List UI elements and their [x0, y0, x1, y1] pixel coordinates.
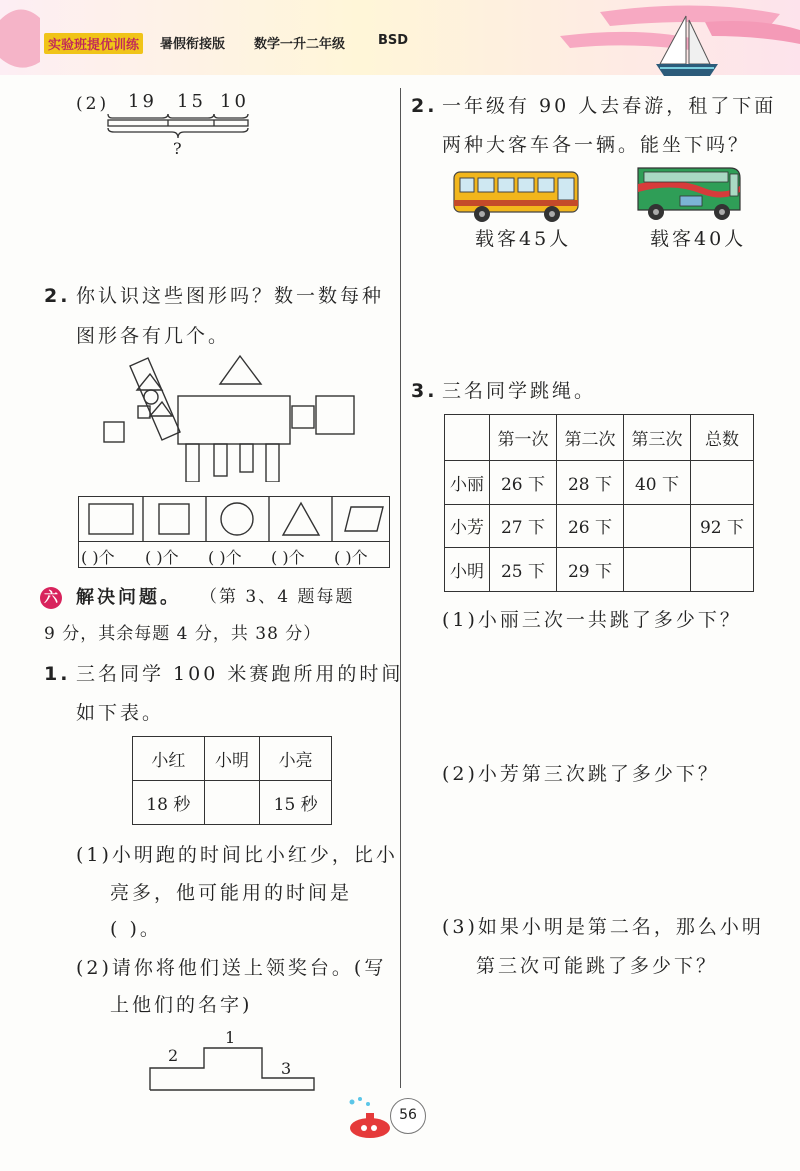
race-header-xiaohong: 小红: [133, 737, 205, 781]
section-title: 解决问题。: [76, 587, 181, 608]
segment-unknown: ?: [173, 139, 185, 158]
shape-count-table: [78, 496, 390, 568]
question-1-sub1-line2: 亮多，他可能用的时间是: [110, 882, 353, 904]
podium-first: 1: [225, 1028, 239, 1047]
race-header-xiaoming: 小明: [204, 737, 260, 781]
segment-diagram: [100, 108, 260, 142]
section-note-1: （第 3、4 题每题: [200, 587, 355, 607]
rope-cell: 40 下: [624, 461, 691, 505]
right-question-3-number: 3.: [411, 380, 438, 402]
yellow-bus-icon: [452, 168, 582, 224]
publisher-label: BSD: [378, 33, 409, 48]
edition-label: 暑假衔接版: [160, 37, 226, 52]
count-cell-rectangle[interactable]: ( )个: [81, 548, 115, 567]
question-1-sub2-line1: (2)请你将他们送上领奖台。(写: [76, 957, 387, 979]
segment-number-3: 10: [220, 91, 249, 112]
right-question-2-line2: 两种大客车各一辆。能坐下吗？: [442, 134, 751, 156]
question-3-sub3-line1: (3)如果小明是第二名，那么小明: [442, 916, 764, 938]
bus2-caption: 载客40人: [650, 228, 747, 250]
question-1-line1: 三名同学 100 米赛跑所用的时间: [76, 663, 404, 685]
rope-row-name: 小芳: [445, 504, 490, 548]
submarine-icon: [346, 1096, 396, 1142]
shape-figure: [100, 354, 370, 482]
rope-cell: 92 下: [691, 504, 754, 548]
count-cell-square[interactable]: ( )个: [145, 548, 179, 567]
series-badge: 实验班提优训练: [44, 33, 143, 54]
rope-cell: 25 下: [490, 548, 557, 592]
race-value-xiaoming[interactable]: [204, 781, 260, 825]
sailboat-icon: [652, 12, 722, 78]
question-3-sub3-line2: 第三次可能跳了多少下？: [476, 955, 719, 977]
question-2-line1: 你认识这些图形吗？数一数每种: [76, 285, 385, 307]
rope-row-name: 小明: [445, 548, 490, 592]
question-1-number: 1.: [44, 663, 71, 685]
column-divider: [400, 88, 401, 1088]
race-value-xiaoliang: 15 秒: [260, 781, 332, 825]
rope-cell-blank[interactable]: [691, 461, 754, 505]
right-question-2-line1: 一年级有 90 人去春游，租了下面: [442, 95, 777, 117]
count-cell-triangle[interactable]: ( )个: [271, 548, 305, 567]
question-1-sub2-line2: 上他们的名字): [110, 994, 253, 1016]
podium-second: 2: [168, 1046, 182, 1065]
shape-icons-row: [79, 497, 389, 541]
rope-cell: 28 下: [557, 461, 624, 505]
rope-cell: 29 下: [557, 548, 624, 592]
rope-cell-blank[interactable]: [691, 548, 754, 592]
rope-cell-blank[interactable]: [624, 504, 691, 548]
bus1-caption: 载客45人: [475, 228, 572, 250]
podium-third: 3: [281, 1059, 295, 1078]
right-question-3-title: 三名同学跳绳。: [442, 380, 597, 402]
rope-header-third: 第三次: [624, 415, 691, 461]
segment-number-2: 15: [177, 91, 206, 112]
answer-blank[interactable]: ( )。: [110, 918, 162, 940]
subject-label: 数学一升二年级: [254, 37, 346, 52]
rope-cell-blank[interactable]: [624, 548, 691, 592]
count-cell-circle[interactable]: ( )个: [208, 548, 242, 567]
rope-cell: 26 下: [490, 461, 557, 505]
race-time-table: [132, 736, 332, 825]
segment-number-1: 19: [128, 91, 157, 112]
right-question-2-number: 2.: [411, 95, 438, 117]
section-six-badge: 六: [40, 587, 62, 609]
page-number: 56: [399, 1107, 417, 1123]
rope-header-second: 第二次: [557, 415, 624, 461]
section-note-2: 9 分，其余每题 4 分，共 38 分）: [44, 624, 322, 644]
rope-header-total: 总数: [691, 415, 754, 461]
rope-cell: 27 下: [490, 504, 557, 548]
rope-row-name: 小丽: [445, 461, 490, 505]
page-header: [0, 0, 800, 75]
question-1-line2: 如下表。: [76, 702, 165, 724]
question-2-line2: 图形各有几个。: [76, 325, 231, 347]
count-cell-parallelogram[interactable]: ( )个: [334, 548, 368, 567]
question-3-sub1: (1)小丽三次一共跳了多少下？: [442, 609, 742, 631]
rope-cell: 26 下: [557, 504, 624, 548]
green-bus-icon: [634, 162, 744, 224]
question-1-sub1-line1: (1)小明跑的时间比小红少，比小: [76, 844, 398, 866]
race-value-xiaohong: 18 秒: [133, 781, 205, 825]
problem-2-label: (2): [76, 94, 110, 114]
question-2-number: 2.: [44, 285, 71, 307]
rope-header-corner: [445, 415, 490, 461]
race-header-xiaoliang: 小亮: [260, 737, 332, 781]
rope-header-first: 第一次: [490, 415, 557, 461]
rope-skipping-table: [444, 414, 754, 592]
question-3-sub2: (2)小芳第三次跳了多少下？: [442, 763, 720, 785]
